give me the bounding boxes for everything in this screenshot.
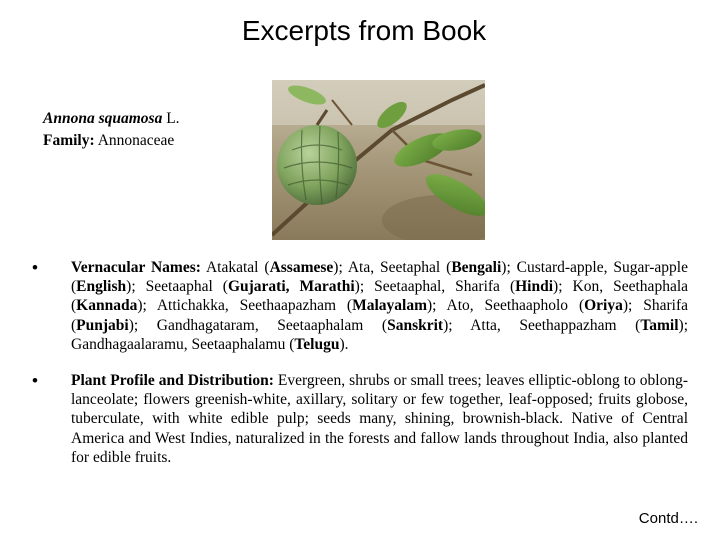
family-value: Annonaceae <box>97 132 175 149</box>
vernacular-segment: ); Sharifa ( <box>71 297 688 334</box>
language-name: Hindi <box>515 278 554 296</box>
language-name: Punjabi <box>76 316 129 334</box>
vernacular-segment: ); Seetaaphal, Sharifa ( <box>354 278 516 296</box>
plant-profile-item <box>28 371 688 467</box>
vernacular-heading: Vernacular Names: <box>71 259 201 276</box>
profile-heading: Plant Profile and Distribution: <box>71 372 274 390</box>
bullet-list <box>28 258 688 467</box>
vernacular-segment: ); Custard-apple, Sugar-apple ( <box>71 259 688 296</box>
vernacular-names-item <box>28 258 688 354</box>
language-name: Kannada <box>76 297 138 315</box>
page-title: Excerpts from Book <box>241 15 487 46</box>
language-name: Gujarati, Marathi <box>227 278 355 296</box>
vernacular-segment: ); Atta, Seethappazham ( <box>443 316 641 334</box>
vernacular-segment: ); Attichakka, Seethaapazham ( <box>137 297 353 315</box>
family-label: Family: <box>43 132 95 149</box>
bullet-marker: • <box>32 258 38 277</box>
vernacular-segment: ); Ato, Seethaapholo ( <box>427 297 585 315</box>
language-name: Tamil <box>640 316 679 334</box>
vernacular-names-text <box>71 259 688 353</box>
vernacular-segment: ); Gandhagaalaramu, Seetaaphalamu ( <box>71 316 688 353</box>
language-name: Oriya <box>584 297 623 315</box>
custard-apple-fruit-icon <box>272 80 485 240</box>
continued-label: Contd…. <box>638 510 698 527</box>
bullet-marker: • <box>32 371 38 391</box>
vernacular-segment: ); Kon, Seethaphala ( <box>71 278 689 315</box>
language-name: Bengali <box>451 259 502 276</box>
species-author: L. <box>166 110 180 127</box>
language-name: Malayalam <box>352 297 427 315</box>
vernacular-segment: ); Gandhagataram, Seetaaphalam ( <box>128 316 388 334</box>
vernacular-segment: ); Ata, Seetaphal ( <box>333 259 452 276</box>
language-name: Assamese <box>269 259 334 276</box>
species-name <box>43 108 180 130</box>
plant-profile-text <box>71 372 688 466</box>
scientific-name: Annona squamosa <box>43 110 163 127</box>
vernacular-segment: ). <box>339 335 349 353</box>
profile-body: Evergreen, shrubs or small trees; leaves elliptic-oblong to oblong-lanceolate; flowers greenish-white, axillary, solitary or few together, leaf-opposed; fruits globose, tuberculate, with white edible pulp; seeds many, shining, brownish-black. Native of Central America and West Indies, naturalized in the forests and fallow lands throughout India, also planted for edible fruits. <box>71 372 688 466</box>
vernacular-segment: ); Seetaaphal ( <box>126 278 228 296</box>
family-line <box>43 130 174 152</box>
language-name: English <box>76 278 127 296</box>
language-name: Telugu <box>294 335 340 353</box>
custard-apple-photo <box>272 80 485 240</box>
vernacular-segment: Atakatal ( <box>200 259 270 276</box>
language-name: Sanskrit <box>387 316 444 334</box>
